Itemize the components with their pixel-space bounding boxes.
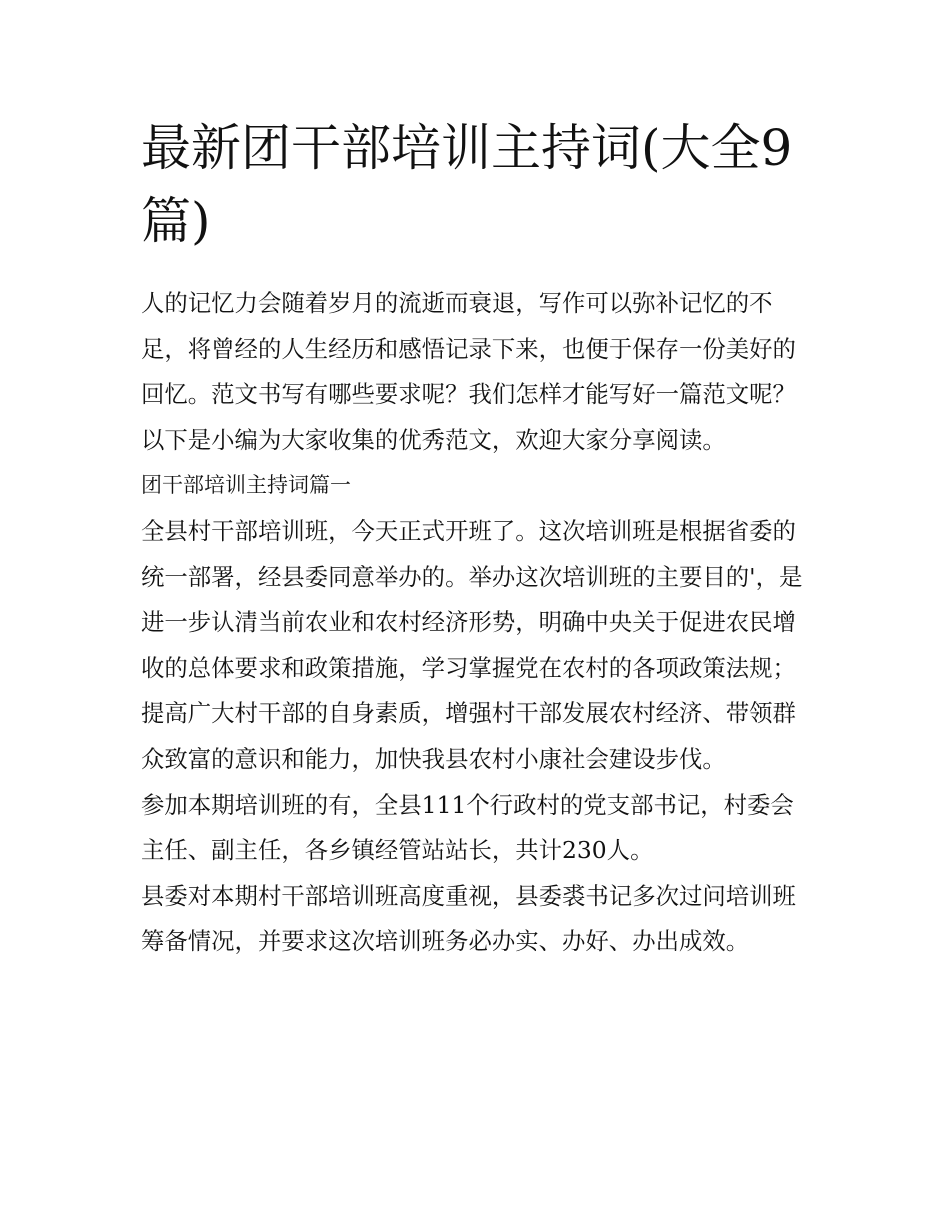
document-title: 最新团干部培训主持词(大全9篇)	[141, 119, 793, 250]
body-paragraph: 县委对本期村干部培训班高度重视，县委裘书记多次过问培训班筹备情况，并要求这次培训班务必办实、办好、办出成效。	[141, 881, 796, 956]
intro-paragraph: 人的记忆力会随着岁月的流逝而衰退，写作可以弥补记忆的不足，将曾经的人生经历和感悟记录下来，也便于保存一份美好的回忆。范文书写有哪些要求呢？我们怎样才能写好一篇范文呢？以下是小编为大家收集的优秀范文，欢迎大家分享阅读。	[141, 289, 796, 454]
body-paragraph: 全县村干部培训班，今天正式开班了。这次培训班是根据省委的统一部署，经县委同意举办的。举办这次培训班的主要目的'，是进一步认清当前农业和农村经济形势，明确中央关于促进农民增收的总体要求和政策措施，学习掌握党在农村的各项政策法规；提高广大村干部的自身素质，增强村干部发展农村经济、带领群众致富的意识和能力，加快我县农村小康社会建设步伐。	[141, 516, 803, 773]
body-paragraph: 参加本期培训班的有，全县111个行政村的党支部书记，村委会主任、副主任，各乡镇经管站站长，共计230人。	[141, 790, 794, 865]
document-body	[141, 281, 813, 965]
section-heading: 团干部培训主持词篇一	[141, 473, 351, 498]
document-content	[141, 112, 813, 965]
